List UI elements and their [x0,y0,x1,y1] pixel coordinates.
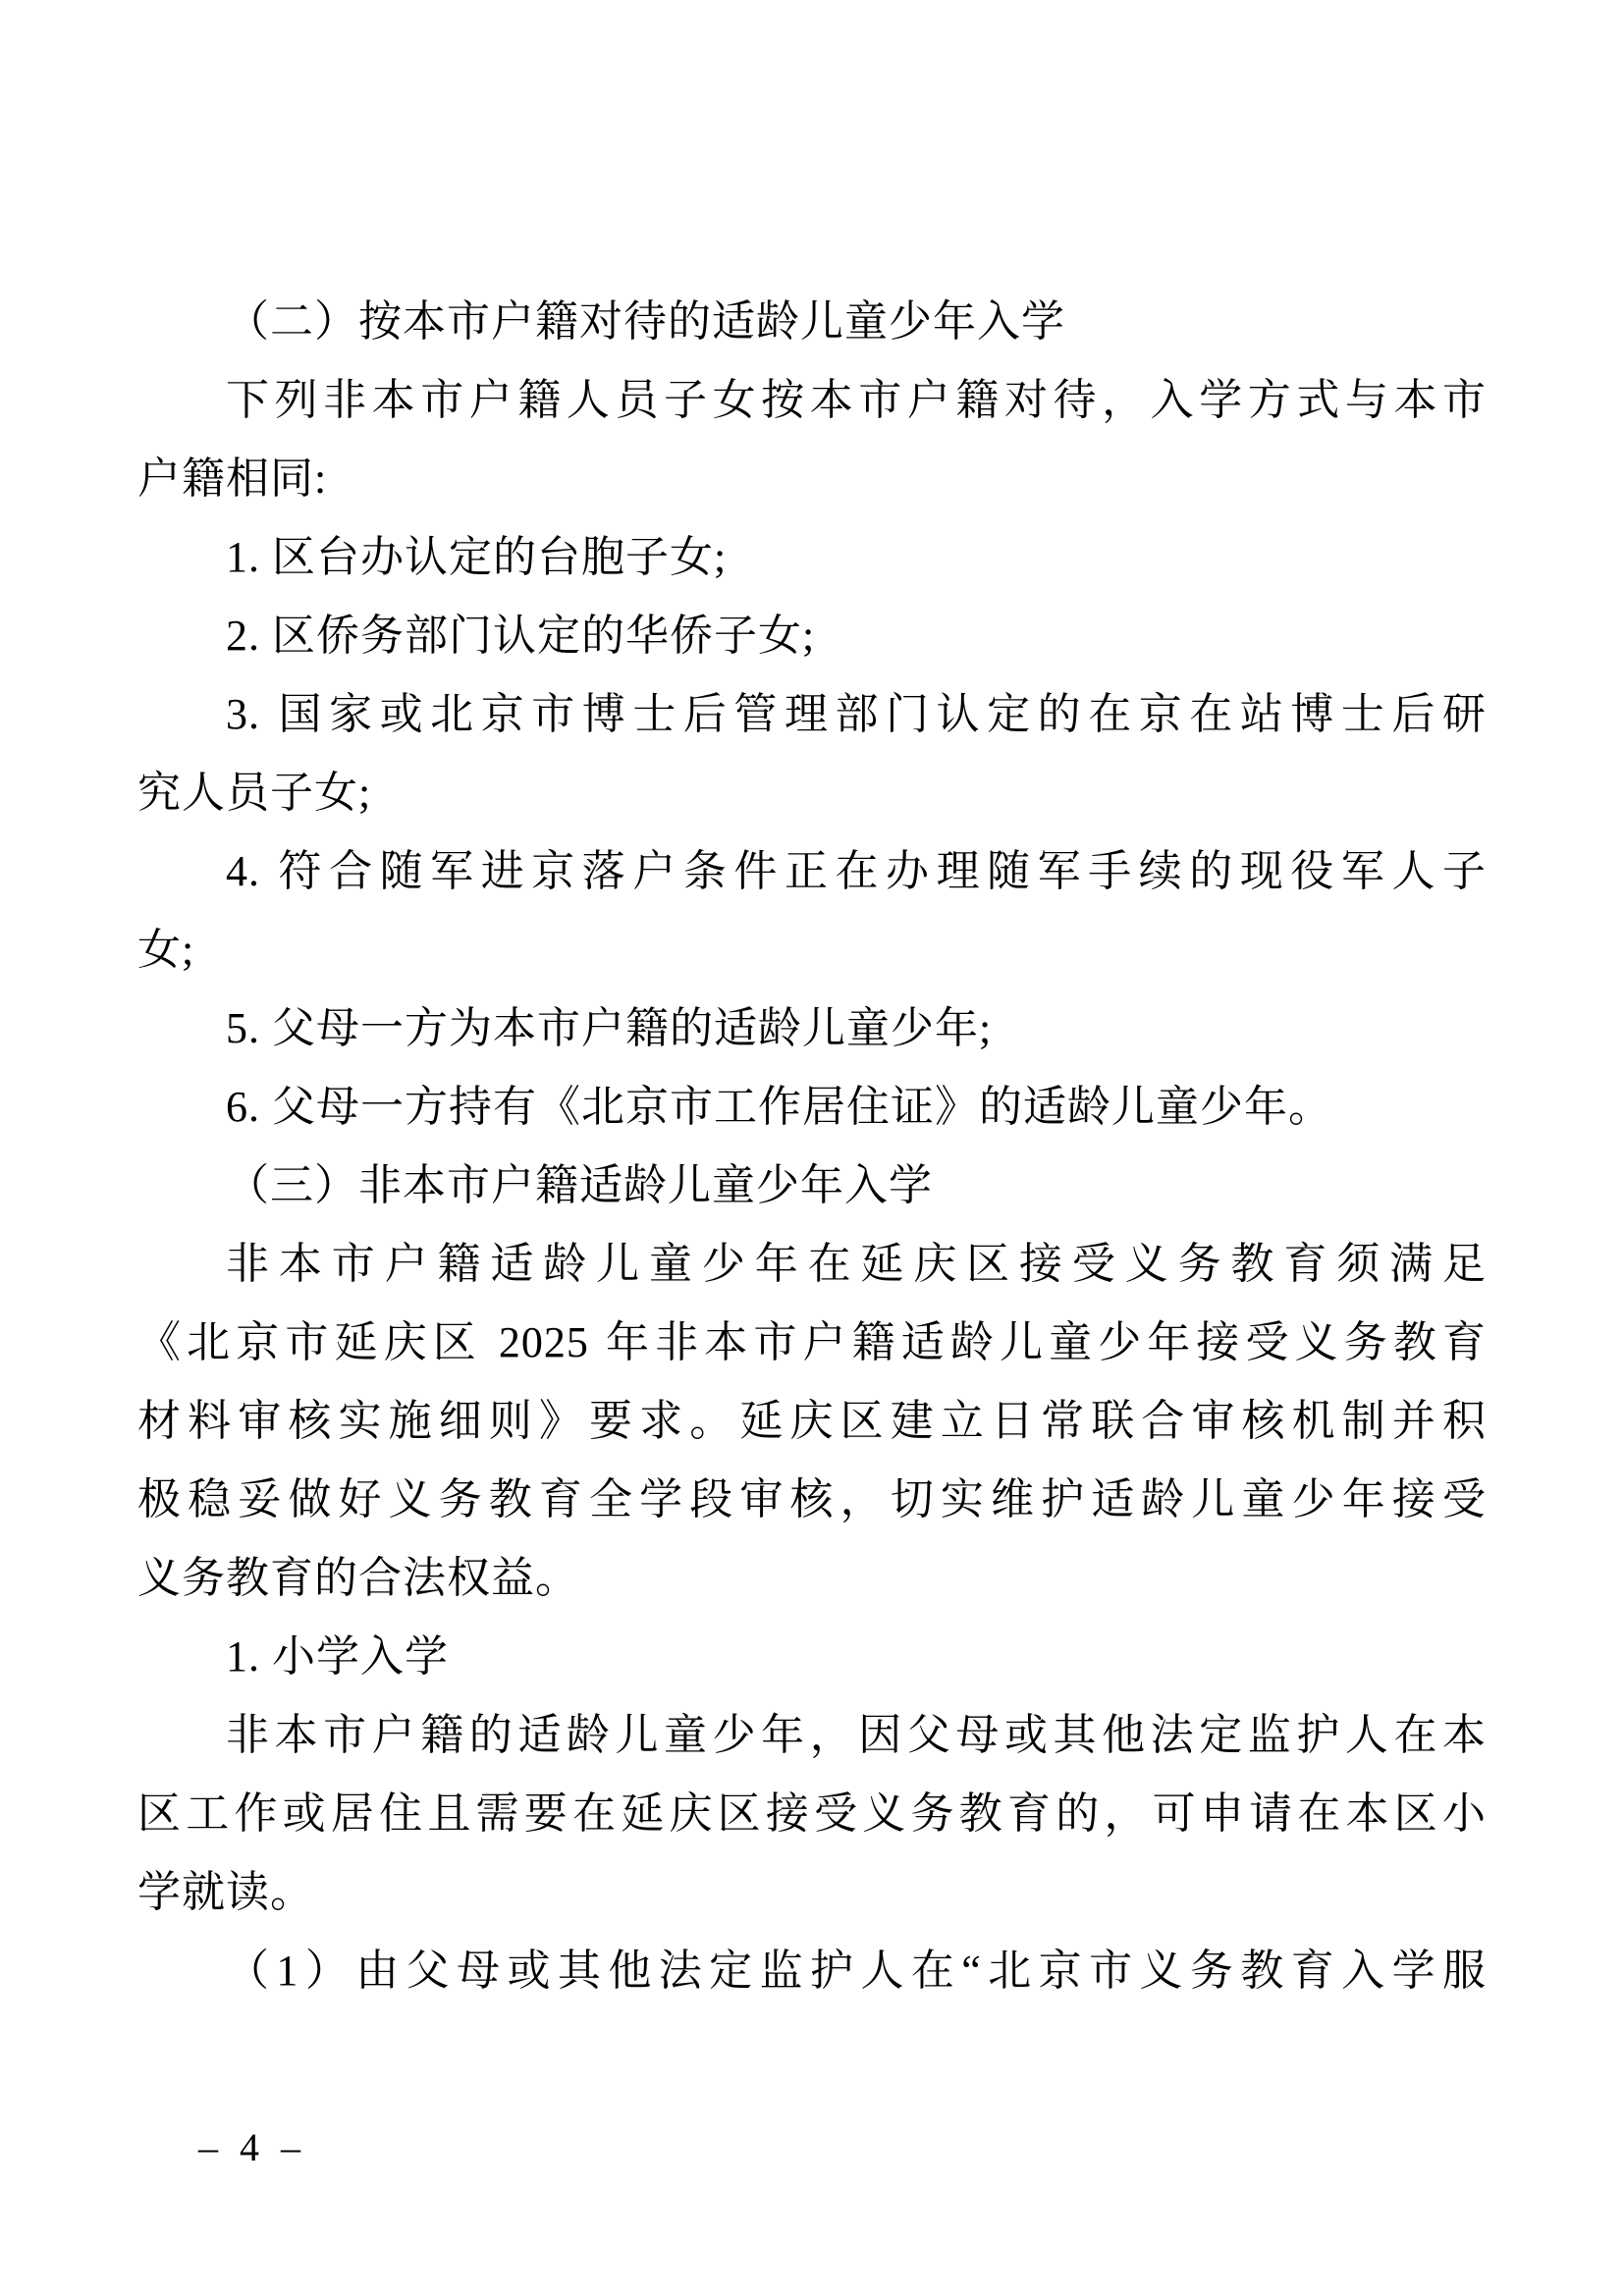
list-item-2: 2. 区侨务部门认定的华侨子女; [226,612,816,660]
body-line: 极稳妥做好义务教育全学段审核，切实维护适龄儿童少年接受 [137,1475,1487,1523]
list-item-5: 5. 父母一方为本市户籍的适龄儿童少年; [226,1004,993,1052]
body-line: 户籍相同: [137,454,328,503]
body-line: 非本市户籍适龄儿童少年在延庆区接受义务教育须满足 [226,1240,1487,1288]
body-line: （1）由父母或其他法定监护人在“北京市义务教育入学服 [226,1947,1487,1995]
body-line: 义务教育的合法权益。 [137,1554,579,1602]
section-heading-3: （三）非本市户籍适龄儿童少年入学 [226,1161,933,1209]
body-line: 下列非本市户籍人员子女按本市户籍对待，入学方式与本市 [226,376,1487,424]
list-item-3-cont: 究人员子女; [137,769,372,817]
body-line: 区工作或居住且需要在延庆区接受义务教育的，可申请在本区小 [137,1789,1487,1838]
body-line: 非本市户籍的适龄儿童少年，因父母或其他法定监护人在本 [226,1711,1487,1759]
list-item-1: 1. 区台办认定的台胞子女; [226,533,728,581]
document-body [137,283,1487,2010]
section-heading-2: （二）按本市户籍对待的适龄儿童少年入学 [226,297,1065,346]
body-line: 学就读。 [137,1868,314,1916]
list-item-6: 6. 父母一方持有《北京市工作居住证》的适龄儿童少年。 [226,1083,1332,1131]
body-line: 材料审核实施细则》要求。延庆区建立日常联合审核机制并积 [137,1397,1487,1445]
list-item-3: 3. 国家或北京市博士后管理部门认定的在京在站博士后研 [226,690,1487,738]
page-number: – 4 – [198,2125,306,2169]
body-line: 《北京市延庆区 2025 年非本市户籍适龄儿童少年接受义务教育 [137,1318,1487,1366]
subsection-heading-1: 1. 小学入学 [226,1632,449,1681]
list-item-4-cont: 女; [137,926,195,974]
list-item-4: 4. 符合随军进京落户条件正在办理随军手续的现役军人子 [226,847,1487,895]
